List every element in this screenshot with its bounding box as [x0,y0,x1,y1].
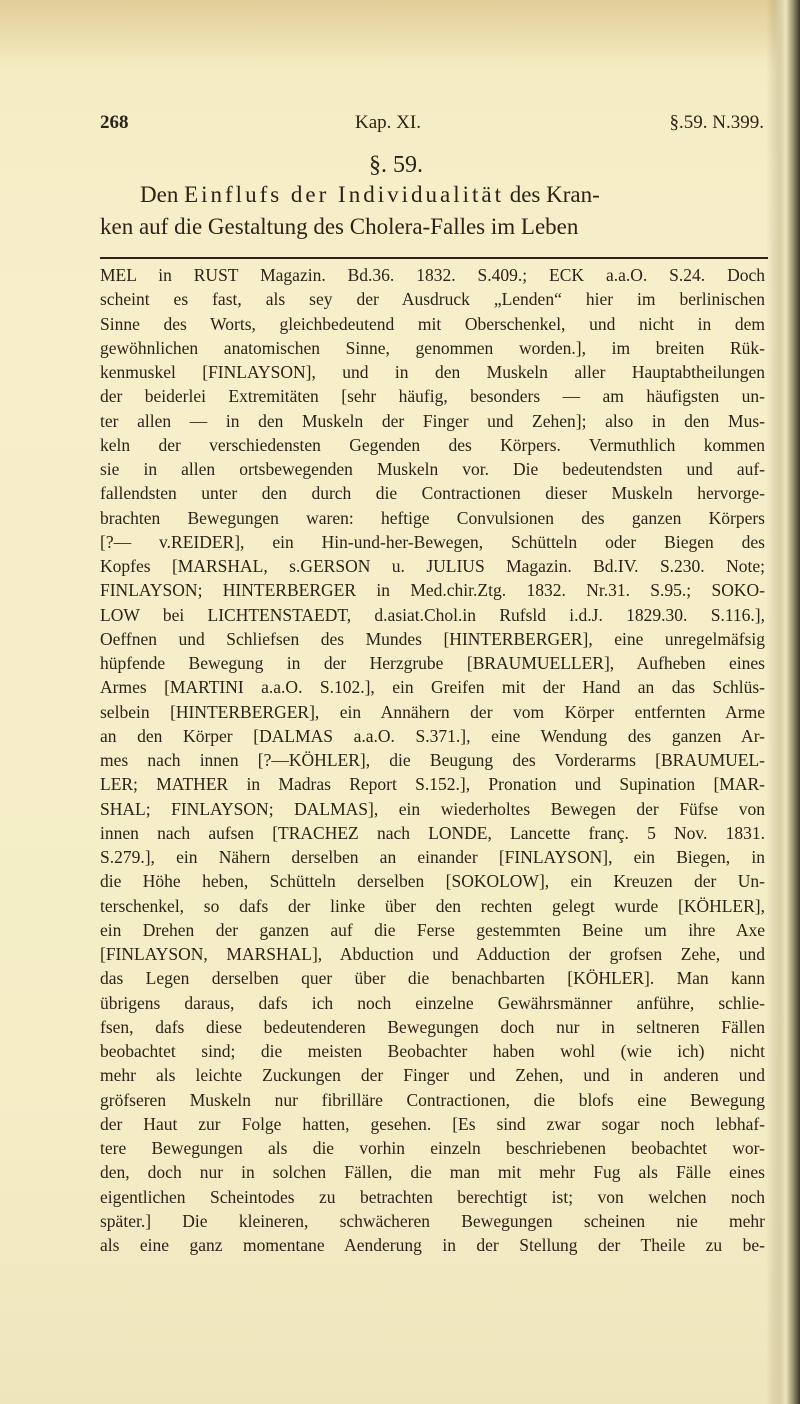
text-line: S.279.], ein Nähern derselben an einander [FINLAYSON], ein Biegen, in [100,847,765,867]
body-text [100,263,765,1257]
text-line: LOW bei LICHTENSTAEDT, d.asiat.Chol.in Rufsld i.d.J. 1829.30. S.116.], [100,604,765,625]
text-line: die Höhe heben, Schütteln derselben [SOKOLOW], ein Kreuzen der Un- [100,871,765,892]
text-line: der Haut zur Folge hatten, gesehen. [Es sind zwar sogar noch lebhaf- [100,1113,765,1134]
chapter-heading: Kap. XI. [355,112,421,133]
title-spaced-phrase: Einflufs der Individualität [184,182,504,207]
text-line: der beiderlei Extremitäten [sehr häufig, besonders — am häufigsten un- [100,386,765,407]
text-line: gewöhnlichen anatomischen Sinne, genommen worden.], im breiten Rük- [100,337,765,358]
text-line: mehr als leichte Zuckungen der Finger und Zehen, und in anderen und [100,1065,765,1086]
text-line: SHAL; FINLAYSON; DALMAS], ein wiederholtes Bewegen der Füfse von [100,798,765,819]
text-line: scheint es fast, als sey der Ausdruck „Lenden“ hier im berlinischen [100,289,765,310]
text-line: [FINLAYSON, MARSHAL], Abduction und Adduction der grofsen Zehe, und [100,944,765,964]
text-line: Kopfes [MARSHAL, s.GERSON u. JULIUS Magazin. Bd.IV. S.230. Note; [100,556,765,576]
text-line: brachten Bewegungen waren: heftige Convulsionen des ganzen Körpers [100,507,765,528]
title-word: Den [140,182,179,207]
text-line: fallendsten unter den durch die Contractionen dieser Muskeln hervorge- [100,483,765,504]
text-line: [?— v.REIDER], ein Hin-und-her-Bewegen, Schütteln oder Biegen des [100,531,765,552]
title-word: des Kran- [509,182,600,207]
text-line: keln der verschiedensten Gegenden des Körpers. Vermuthlich kommen [100,434,765,455]
text-line: innen nach aufsen [TRACHEZ nach LONDE, Lancette franç. 5 Nov. 1831. [100,822,765,843]
text-line: selbein [HINTERBERGER], ein Annähern der vom Körper entfernten Arme [100,701,765,722]
text-line: übrigens daraus, dafs ich noch einzelne Gewährsmänner anführe, schlie- [100,992,765,1013]
text-line: an den Körper [DALMAS a.a.O. S.371.], eine Wendung des ganzen Ar- [100,725,765,746]
text-line: terschenkel, so dafs der linke über den rechten gelegt wurde [KÖHLER], [100,895,765,916]
text-line: sie in allen ortsbewegenden Muskeln vor. Die bedeutendsten und auf- [100,459,765,479]
text-line: beobachtet sind; die meisten Beobachter haben wohl (wie ich) nicht [100,1041,765,1061]
text-line: FINLAYSON; HINTERBERGER in Med.chir.Ztg. 1832. Nr.31. S.95.; SOKO- [100,580,765,601]
footnote-divider-rule [100,257,768,259]
book-gutter-edge [766,0,800,1404]
text-line: Oeffnen und Schliefsen des Mundes [HINTERBERGER], eine unregelmäfsig [100,628,765,649]
text-line: Armes [MARTINI a.a.O. S.102.], ein Greifen mit der Hand an das Schlüs- [100,677,765,698]
text-line: ein Drehen der ganzen auf die Ferse gestemmten Beine um ihre Axe [100,919,765,940]
page-number: 268 [100,112,129,133]
text-line: ter allen — in den Muskeln der Finger und Zehen]; also in den Mus- [100,410,765,431]
text-line: fsen, dafs diese bedeutenderen Bewegungen doch nur in seltneren Fällen [100,1016,765,1037]
text-line: LER; MATHER in Madras Report S.152.], Pronation und Supination [MAR- [100,774,765,795]
text-line: als eine ganz momentane Aenderung in der Stellung der Theile zu be- [100,1235,765,1255]
text-line: das Legen derselben quer über die benachbarten [KÖHLER]. Man kann [100,968,765,989]
section-number [0,152,800,179]
text-line: tere Bewegungen als die vorhin einzeln beschriebenen beobachtet wor- [100,1138,765,1158]
text-line: den, doch nur in solchen Fällen, die man mit mehr Fug als Fälle eines [100,1162,765,1183]
text-line: später.] Die kleineren, schwächeren Bewegungen scheinen nie mehr [100,1210,765,1231]
section-reference: §.59. N.399. [669,112,764,133]
text-line: kenmuskel [FINLAYSON], und in den Muskeln aller Hauptabtheilungen [100,362,765,382]
text-line: hüpfende Bewegung in der Herzgrube [BRAUMUELLER], Aufheben eines [100,653,765,673]
text-line: gröfseren Muskeln nur fibrilläre Contractionen, die blofs eine Bewegung [100,1089,765,1110]
section-title-line-2: ken auf die Gestaltung des Cholera-Falles im Leben [100,214,579,239]
text-line: Sinne des Worts, gleichbedeutend mit Oberschenkel, und nicht in dem [100,313,765,334]
text-line: eigentlichen Scheintodes zu betrachten berechtigt ist; von welchen noch [100,1186,765,1207]
page-top-shading [0,0,800,70]
text-line: mes nach innen [?—KÖHLER], die Beugung des Vorderarms [BRAUMUEL- [100,750,765,770]
section-title-line-1 [140,182,765,208]
text-line: MEL in RUST Magazin. Bd.36. 1832. S.409.; ECK a.a.O. S.24. Doch [100,265,765,285]
section-number-text: §. 59. [369,152,423,178]
